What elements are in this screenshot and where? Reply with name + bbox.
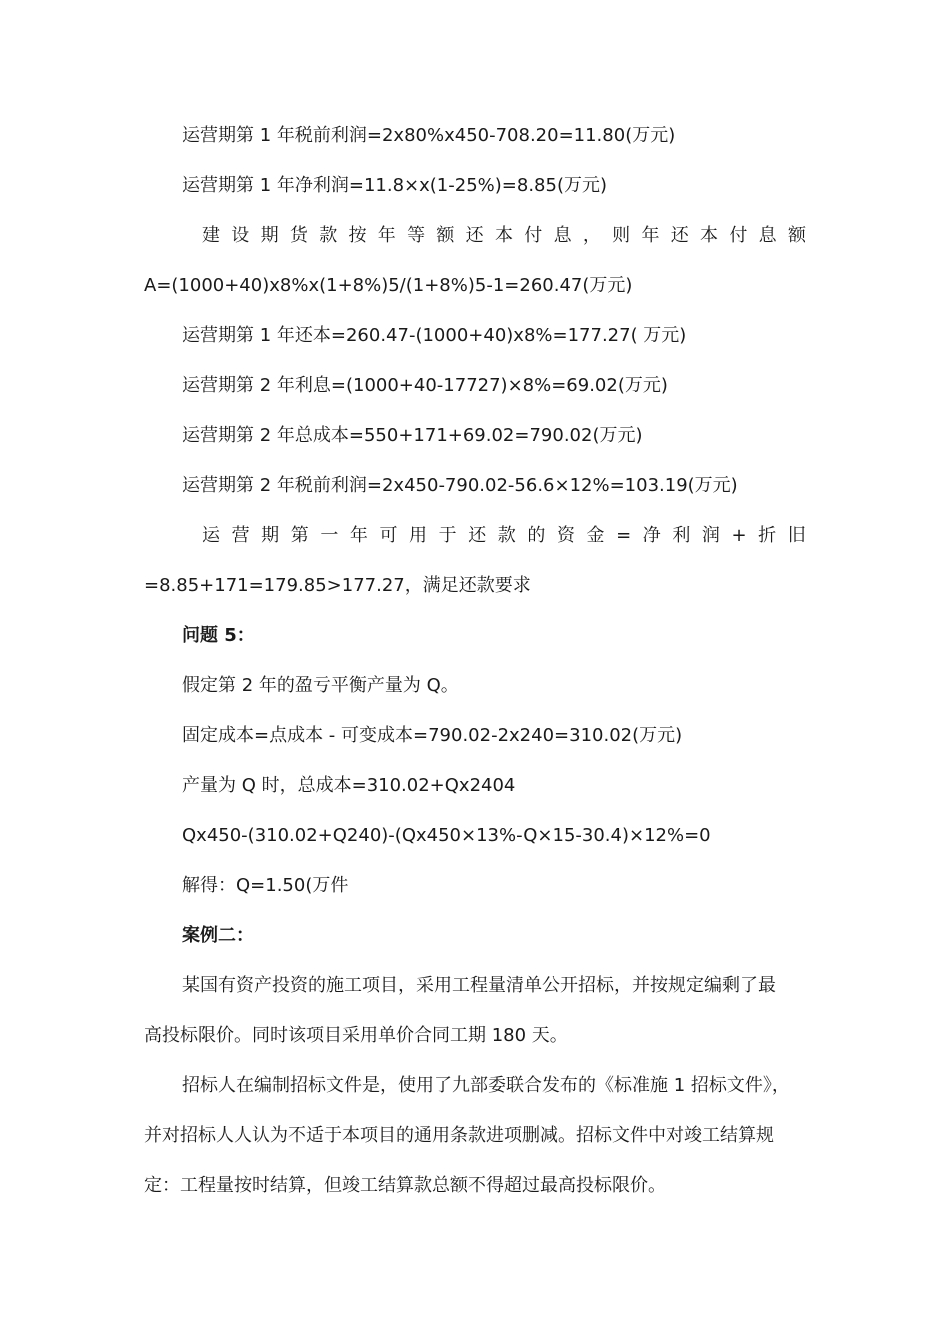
justified-char: 资 [556,525,575,546]
text-line-total-cost-q: 产量为 Q 时，总成本=310.02+Qx2404 [182,775,516,796]
justified-char: 利 [672,525,691,546]
text-line-fixed-cost: 固定成本=点成本 - 可变成本=790.02-2x240=310.02(万元) [182,725,683,746]
justified-char: 年 [377,225,396,246]
justified-char: 于 [438,525,457,546]
justified-char: 的 [527,525,546,546]
paragraph-2-line-2: 并对招标人人认为不适于本项目的通用条款进项删减。招标文件中对竣工结算规 [144,1125,774,1146]
justified-char: 设 [231,225,250,246]
text-line-interest-year2: 运营期第 2 年利息=(1000+40-17727)×8%=69.02(万元) [182,375,668,396]
text-line-loan-repayment-intro [202,223,806,249]
justified-char: 年 [641,225,660,246]
justified-char: 旧 [787,525,806,546]
text-line-breakeven-solution: 解得：Q=1.50(万件 [182,875,349,896]
justified-char: 净 [642,525,661,546]
text-line-pretax-profit-year2: 运营期第 2 年税前利润=2x450-790.02-56.6×12%=103.19(万元) [182,475,738,496]
justified-char: 货 [289,225,308,246]
section-heading-case-2: 案例二： [182,925,254,946]
justified-char: 期 [260,225,279,246]
section-heading-question-5: 问题 5： [182,625,255,646]
justified-char: 还 [670,225,689,246]
justified-char: 营 [231,525,250,546]
justified-char: 年 [349,525,368,546]
justified-char: 等 [407,225,426,246]
text-line-annuity-formula: A=(1000+40)x8%x(1+8%)5/(1+8%)5-1=260.47(万元) [144,275,633,296]
paragraph-2-line-1: 招标人在编制招标文件是，使用了九部委联合发布的《标准施 1 招标文件》， [182,1075,790,1096]
justified-char: 一 [320,525,339,546]
justified-char: 付 [524,225,543,246]
justified-char: 还 [468,525,487,546]
justified-char: 息 [758,225,777,246]
text-line-repayment-funds-result: =8.85+171=179.85>177.27，满足还款要求 [144,575,531,596]
justified-char: 期 [261,525,280,546]
text-line-breakeven-equation: Qx450-(310.02+Q240)-(Qx450×13%-Q×15-30.4)×12%=0 [182,825,711,846]
paragraph-2-line-3: 定：工程量按时结算，但竣工结算款总额不得超过最高投标限价。 [144,1175,666,1196]
justified-char: ， [582,225,601,246]
justified-char: 付 [729,225,748,246]
text-line-total-cost-year2: 运营期第 2 年总成本=550+171+69.02=790.02(万元) [182,425,643,446]
justified-char: 折 [758,525,777,546]
justified-char: 则 [612,225,631,246]
justified-char: 额 [436,225,455,246]
paragraph-1-line-1: 某国有资产投资的施工项目，采用工程量清单公开招标，并按规定编剩了最 [182,975,776,996]
justified-char: 金 [586,525,605,546]
justified-char: 还 [465,225,484,246]
text-line-breakeven-assumption: 假定第 2 年的盈亏平衡产量为 Q。 [182,675,459,696]
justified-char: 第 [290,525,309,546]
justified-char: 运 [202,525,220,546]
justified-char: = [616,525,632,546]
justified-char: 息 [553,225,572,246]
text-line-repayment-funds-intro [202,523,806,549]
text-line-principal-year1: 运营期第 1 年还本=260.47-(1000+40)x8%=177.27( 万元) [182,325,687,346]
justified-char: 按 [348,225,367,246]
justified-char: 用 [409,525,428,546]
justified-char: 本 [494,225,513,246]
justified-char: 款 [319,225,338,246]
justified-char: 润 [701,525,720,546]
justified-char: 额 [787,225,806,246]
paragraph-1-line-2: 高投标限价。同时该项目采用单价合同工期 180 天。 [144,1025,568,1046]
justified-char: 建 [202,225,220,246]
justified-char: 可 [379,525,398,546]
text-line-net-profit-year1: 运营期第 1 年净利润=11.8×x(1-25%)=8.85(万元) [182,175,607,196]
justified-char: 款 [497,525,516,546]
justified-char: 本 [700,225,719,246]
justified-char: + [731,525,747,546]
text-line-pretax-profit-year1: 运营期第 1 年税前利润=2x80%x450-708.20=11.80(万元) [182,125,676,146]
